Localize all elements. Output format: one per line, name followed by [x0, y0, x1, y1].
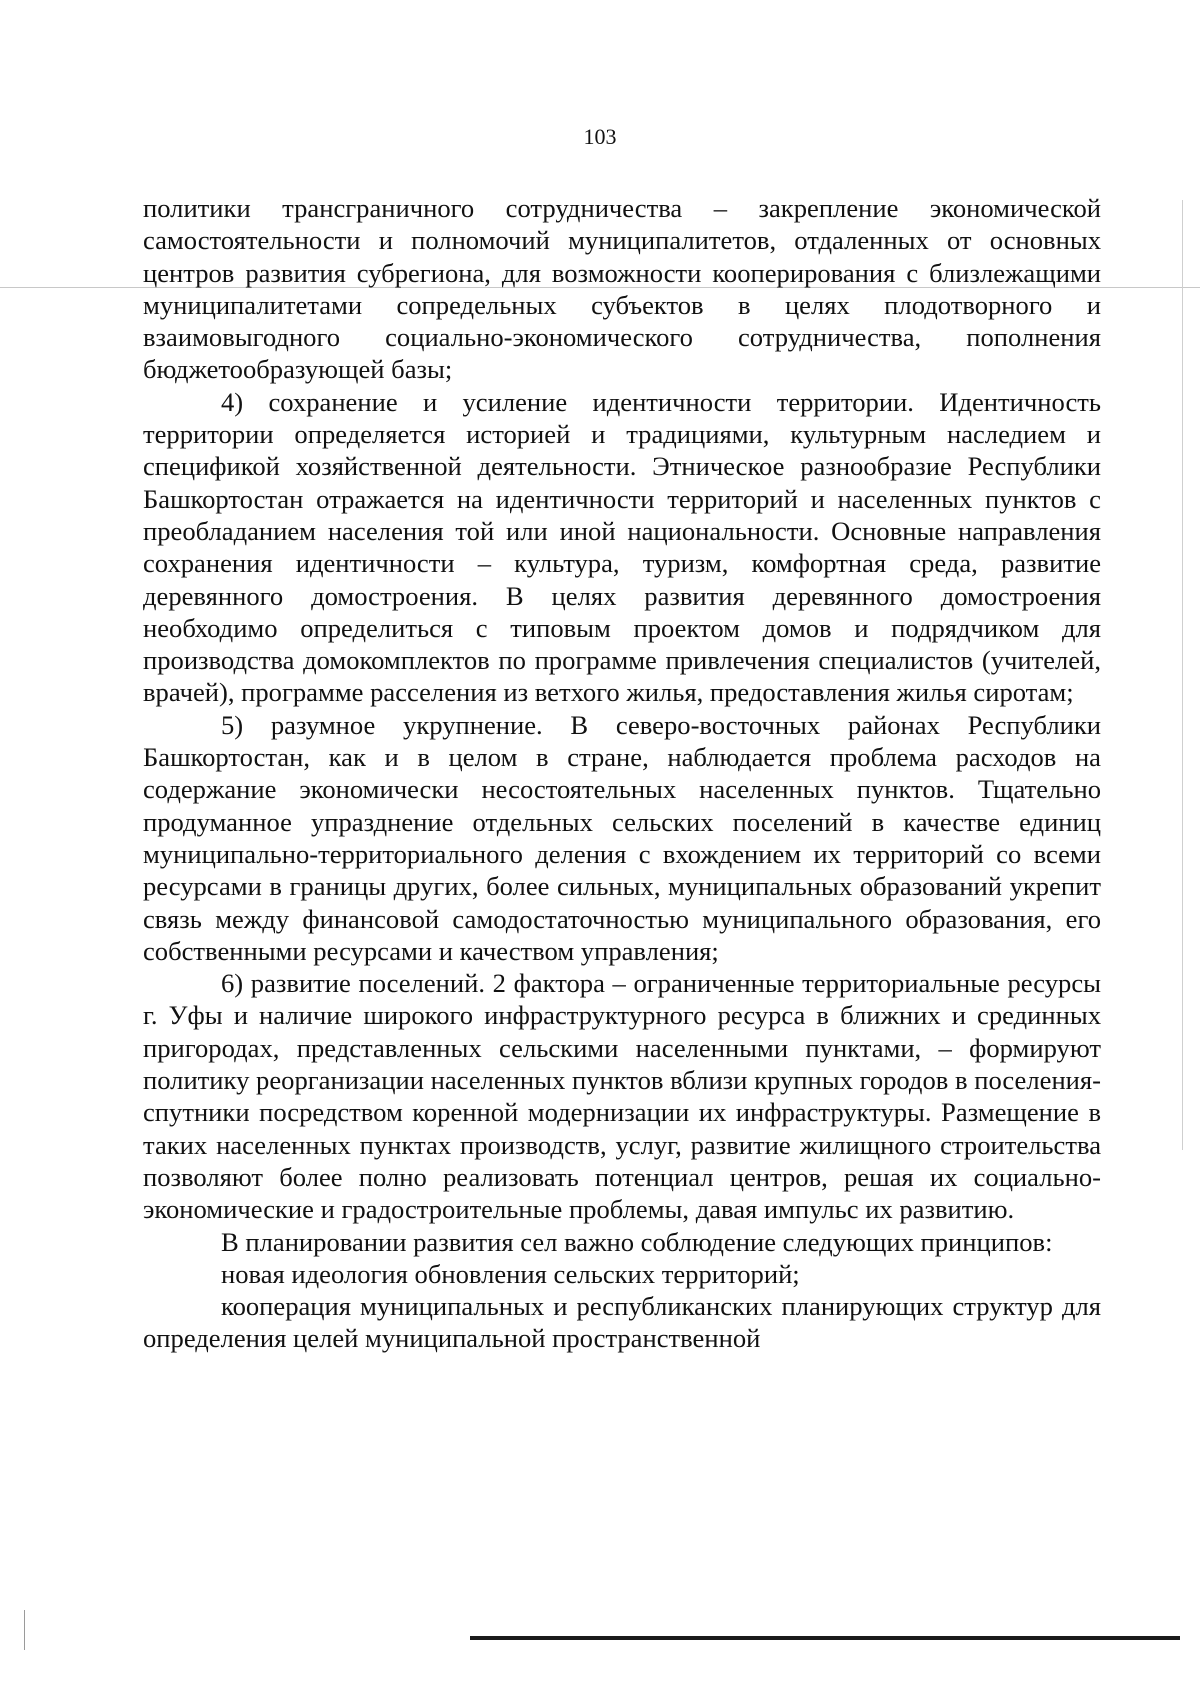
scan-margin-mark	[24, 1610, 25, 1650]
paragraph-3: 5) разумное укрупнение. В северо-восточных районах Республики Башкортостан, как и в целом в стране, наблюдается проблема расходов на содержание экономически несостоятельных населенных пунктов. Тщательно продуманное упразднение отдельных сельских поселений в качестве единиц муниципально-территориального деления с вхождением их территорий со всеми ресурсами в границы других, более сильных, муниципальных образований укрепит связь между финансовой самодостаточностью муниципального образования, его собственными ресурсами и качеством управления;	[143, 709, 1101, 966]
paragraph-7: кооперация муниципальных и республиканских планирующих структур для определения целей муниципальной пространственной	[143, 1291, 1101, 1354]
paragraph-6: новая идеология обновления сельских территорий;	[221, 1258, 800, 1289]
body-text	[143, 192, 1101, 1355]
paragraph-5: В планировании развития сел важно соблюдение следующих принципов:	[221, 1226, 1053, 1257]
paragraph-2: 4) сохранение и усиление идентичности территории. Идентичность территории определяется историей и традициями, культурным наследием и спецификой хозяйственной деятельности. Этническое разнообразие Республики Башкортостан отражается на идентичности территорий и населенных пунктов с преобладанием населения той или иной национальности. Основные направления сохранения идентичности – культура, туризм, комфортная среда, развитие деревянного домостроения. В целях развития деревянного домостроения необходимо определиться с типовым проектом домов и подрядчиком для производства домокомплектов по программе привлечения специалистов (учителей, врачей), программе расселения из ветхого жилья, предоставления жилья сиротам;	[143, 386, 1101, 708]
paragraph-4: 6) развитие поселений. 2 фактора – ограниченные территориальные ресурсы г. Уфы и наличие широкого инфраструктурного ресурса в ближних и срединных пригородах, представленных сельскими населенными пунктами, – формируют политику реорганизации населенных пунктов вблизи крупных городов в поселения-спутники посредством коренной модернизации их инфраструктуры. Размещение в таких населенных пунктах производств, услуг, развитие жилищного строительства позволяют более полно реализовать потенциал центров, решая их социально-экономические и градостроительные проблемы, давая импульс их развитию.	[143, 968, 1101, 1225]
footer-rule	[470, 1636, 1180, 1640]
scan-edge-line	[1182, 200, 1183, 1150]
page-number: 103	[583, 124, 617, 149]
paragraph-1: политики трансграничного сотрудничества – закрепление экономической самостоятельности и полномочий муниципалитетов, отдаленных от основных центров развития субрегиона, для возможности кооперирования с близлежащими муниципалитетами сопредельных субъектов в целях плодотворного и взаимовыгодного социально-экономического сотрудничества, пополнения бюджетообразующей базы;	[143, 193, 1101, 385]
